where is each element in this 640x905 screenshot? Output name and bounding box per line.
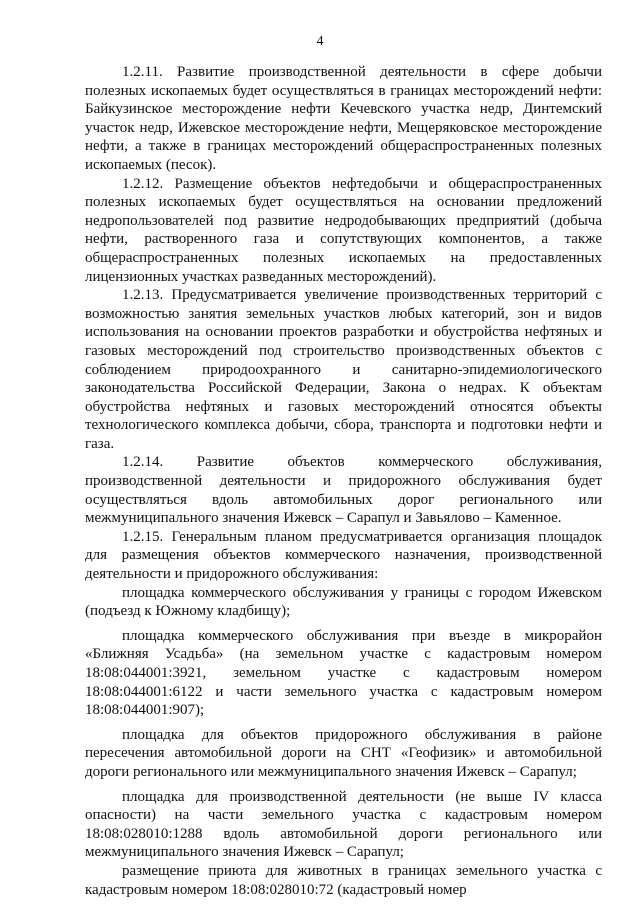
paragraph-1-2-13: 1.2.13. Предусматривается увеличение производственных территорий с возможностью занятия земельных участков любых категорий, зон и видов использования на основании проектов разработки и обустройства нефтяных и газовых месторождений под строительство производственных объектов с соблюдением природоохранного и санитарно-эпидемиологического законодательства Российской Федерации, Закона о недрах. К объектам обустройства нефтяных и газовых месторождений относятся объекты технологического комплекса добычи, сбора, транспорта и подготовки нефти и газа. [85,287,602,452]
paragraph-1-2-14: 1.2.14. Развитие объектов коммерческого обслуживания, производственной деятельности и придорожного обслуживания будет осуществляться вдоль автомобильных дорог регионального или межмуниципального значения Ижевск – Сарапул и Завьялово – Каменное. [85,454,602,527]
paragraph-1-2-15: 1.2.15. Генеральным планом предусматривается организация площадок для размещения объектов коммерческого назначения, производственной деятельности и придорожного обслуживания: [85,528,602,583]
list-item: площадка для объектов придорожного обслуживания в районе пересечения автомобильной дороги на СНТ «Геофизик» и автомобильной дороги регионального или межмуниципального значения Ижевск – Сарапул; [85,726,602,780]
paragraph-1-2-12: 1.2.12. Размещение объектов нефтедобычи и общераспространенных полезных ископаемых будет осуществляться на основании предложений недропользователей под развитие недродобывающих предприятий (добыча нефти, растворенного газа и сопутствующих компонентов, а также общераспространенных полезных ископаемых на предоставленных лицензионных участках разведанных месторождений). [85,175,602,285]
list-item: площадка коммерческого обслуживания при въезде в микрорайон «Ближняя Усадьба» (на земельном участке с кадастровым номером 18:08:044001:3921, земельном участке с кадастровым номером 18:08:044001:6122 и части земельного участка с кадастровым номером 18:08:044001:907); [85,627,602,719]
list-item: площадка для производственной деятельности (не выше IV класса опасности) на части земельного участка с кадастровым номером 18:08:028010:1288 вдоль автомобильной дороги регионального или межмуниципального значения Ижевск – Сарапул; [85,788,602,861]
paragraph-1-2-11: 1.2.11. Развитие производственной деятельности в сфере добычи полезных ископаемых будет осуществляться в границах месторождений нефти: Байкузинское месторождение нефти Кечевского участка недр, Динтемский участок недр, Ижевское месторождение нефти, Мещеряковское месторождение нефти, а также в границах месторождений общераспространенных полезных ископаемых (песок). [85,64,602,173]
list-item: размещение приюта для животных в границах земельного участка с кадастровым номером 18:08:028010:72 (кадастровый номер [85,862,602,898]
list-item: площадка коммерческого обслуживания у границы с городом Ижевском (подъезд к Южному кладбищу); [85,584,602,620]
document-body [85,63,602,899]
page-number: 4 [316,34,324,49]
